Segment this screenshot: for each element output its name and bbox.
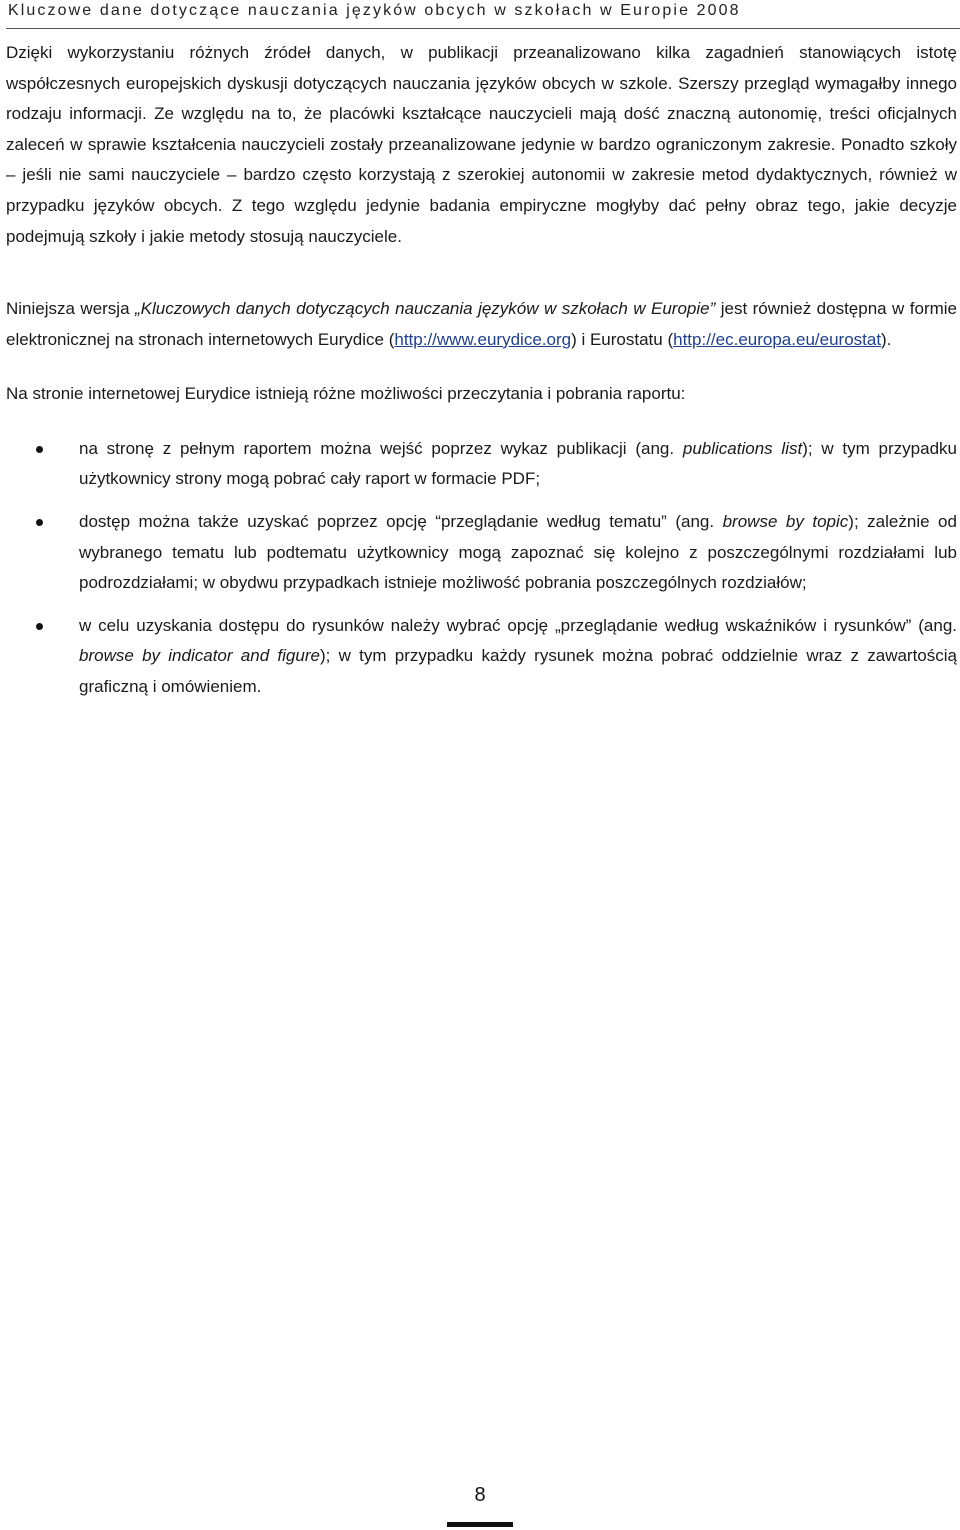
eurostat-link[interactable]: http://ec.europa.eu/eurostat [673, 329, 882, 349]
list-item-text [79, 434, 957, 495]
bullet-icon [36, 446, 43, 453]
header-title: Kluczowe dane dotyczące nauczania języków obcych w szkołach w Europie 2008 [8, 2, 741, 19]
eurydice-link[interactable]: http://www.eurydice.org [394, 329, 572, 349]
list-item-text-b: ); w tym przypadku użytkownicy strony mogą pobrać cały raport w formacie PDF; [79, 438, 957, 489]
list-item-term: browse by indicator and figure [79, 646, 320, 666]
list-item-text-a: dostęp można także uzyskać poprzez opcję “przeglądanie według tematu” (ang. [79, 511, 723, 531]
paragraph-intro: Dzięki wykorzystaniu różnych źródeł danych, w publikacji przeanalizowano kilka zagadnień stanowiących istotę współczesnych europejskich dyskusji dotyczących nauczania języków obcych w szkole. Szerszy przegląd wymagałby innego rodzaju informacji. Ze względu na to, że placówki kształcące nauczycieli mają dość znaczną autonomię, treści oficjalnych zaleceń w sprawie kształcenia nauczycieli zostały przeanalizowane jedynie w bardzo ograniczonym zakresie. Ponadto szkoły – jeśli nie sami nauczyciele – bardzo często korzystają z szerokiej autonomii w zakresie metod dydaktycznych, również w przypadku języków obcych. Z tego względu jedynie badania empiryczne mogłyby dać pełny obraz tego, jakie decyzje podejmują szkoły i jakie metody stosują nauczyciele. [6, 43, 957, 246]
availability-text-4: ). [881, 329, 892, 349]
list-item [6, 611, 957, 703]
availability-text-1: Niniejsza wersja [6, 299, 135, 318]
list-item-text-b: ); w tym przypadku każdy rysunek można pobrać oddzielnie wraz z zawartością graficzną i omówieniem. [79, 646, 957, 696]
list-item [6, 434, 957, 495]
list-item-text [79, 611, 957, 703]
availability-text-3: ) i Eurostatu ( [571, 329, 674, 349]
list-item-text [79, 507, 957, 599]
list-item-term: publications list [682, 438, 803, 458]
availability-text-2: jest również dostępna w formie elektronicznej na stronach internetowych Eurydice ( [6, 299, 958, 349]
options-list [6, 434, 957, 703]
list-item-text-b: ); zależnie od wybranego tematu lub podtematu użytkownicy mogą zapoznać się kolejno z poszczególnymi rozdziałami lub podrozdziałami; w obydwu przypadkach istnieje możliwość pobrania poszczególnych rozdziałów; [79, 511, 957, 593]
running-header [6, 0, 960, 29]
publication-title: „Kluczowych danych dotyczących nauczania języków w szkołach w Europie” [135, 299, 716, 318]
paragraph-options: Na stronie internetowej Eurydice istnieją różne możliwości przeczytania i pobrania raportu: [6, 384, 686, 404]
list-item-text-a: na stronę z pełnym raportem można wejść poprzez wykaz publikacji (ang. [79, 438, 683, 458]
page-body [6, 38, 957, 715]
page-number: 8 [474, 1484, 486, 1506]
list-item-text-a: w celu uzyskania dostępu do rysunków należy wybrać opcję „przeglądanie według wskaźników i rysunków” (ang. [79, 615, 957, 635]
page-number-underline [447, 1522, 513, 1527]
list-item-term: browse by topic [722, 511, 849, 531]
list-item [6, 507, 957, 599]
paragraph-availability [6, 294, 957, 355]
bullet-icon [36, 519, 43, 526]
bullet-icon [36, 623, 43, 630]
